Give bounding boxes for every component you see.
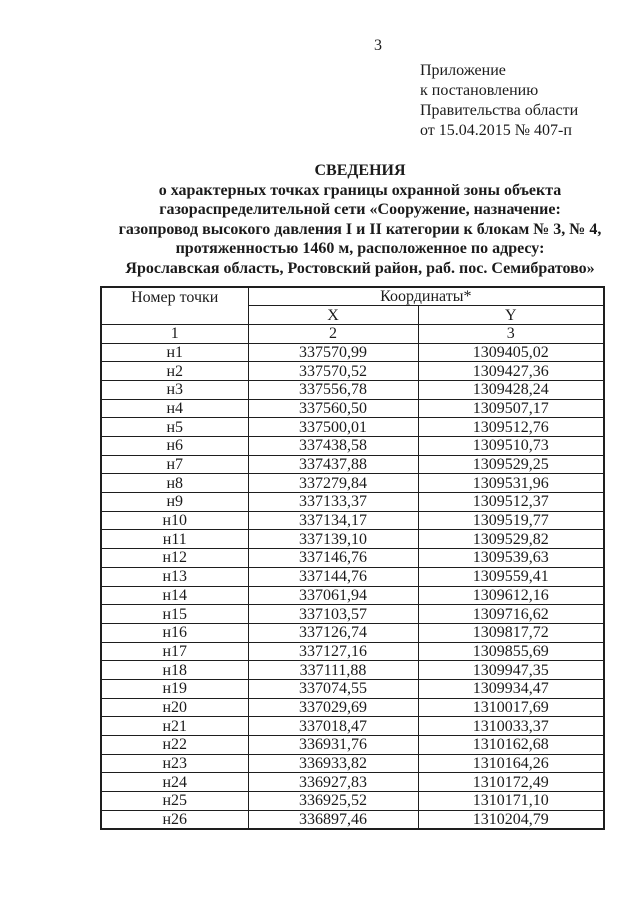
column-header-point-number: Номер точки [101,287,248,324]
table-row [101,455,604,474]
y-coordinate-cell: 1309512,76 [418,418,604,437]
table-row [101,623,604,642]
table-row [101,792,604,811]
x-coordinate-cell: 336927,83 [248,773,418,792]
table-row [101,567,604,586]
y-coordinate-cell: 1309531,96 [418,474,604,493]
table-row [101,437,604,456]
point-number-cell: н24 [101,773,248,792]
y-coordinate-cell: 1309934,47 [418,679,604,698]
y-coordinate-cell: 1310171,10 [418,792,604,811]
table-row [101,474,604,493]
table-row [101,754,604,773]
table-row [101,679,604,698]
y-coordinate-cell: 1309512,37 [418,493,604,512]
table-row [101,493,604,512]
appendix-note [420,61,578,141]
y-coordinate-cell: 1309716,62 [418,605,604,624]
x-coordinate-cell: 337126,74 [248,623,418,642]
title-line: газораспределительной сети «Сооружение, назначение: [159,201,561,218]
x-coordinate-cell: 337018,47 [248,717,418,736]
point-number-cell: н17 [101,642,248,661]
table-row [101,549,604,568]
x-coordinate-cell: 336925,52 [248,792,418,811]
y-coordinate-cell: 1310033,37 [418,717,604,736]
x-coordinate-cell: 337134,17 [248,511,418,530]
y-coordinate-cell: 1310162,68 [418,736,604,755]
y-coordinate-cell: 1309510,73 [418,437,604,456]
point-number-cell: н5 [101,418,248,437]
y-coordinate-cell: 1309612,16 [418,586,604,605]
x-coordinate-cell: 337437,88 [248,455,418,474]
column-index-row [101,324,604,343]
y-coordinate-cell: 1309507,17 [418,399,604,418]
point-number-cell: н4 [101,399,248,418]
point-number-cell: н8 [101,474,248,493]
point-number-cell: н20 [101,698,248,717]
y-coordinate-cell: 1309559,41 [418,567,604,586]
x-coordinate-cell: 337061,94 [248,586,418,605]
column-header-y: Y [418,306,604,325]
point-number-cell: н2 [101,362,248,381]
table-row [101,511,604,530]
point-number-cell: н14 [101,586,248,605]
y-coordinate-cell: 1309947,35 [418,661,604,680]
x-coordinate-cell: 337103,57 [248,605,418,624]
x-coordinate-cell: 337438,58 [248,437,418,456]
coordinates-table-header [101,287,604,343]
point-number-cell: н10 [101,511,248,530]
x-coordinate-cell: 336897,46 [248,810,418,829]
x-coordinate-cell: 337127,16 [248,642,418,661]
point-number-cell: н21 [101,717,248,736]
table-row [101,399,604,418]
x-coordinate-cell: 337570,99 [248,343,418,362]
y-coordinate-cell: 1310017,69 [418,698,604,717]
table-row [101,380,604,399]
y-coordinate-cell: 1309529,82 [418,530,604,549]
appendix-line: от 15.04.2015 № 407-п [420,122,572,139]
y-coordinate-cell: 1309855,69 [418,642,604,661]
point-number-cell: н22 [101,736,248,755]
coordinates-table [100,286,605,830]
table-row [101,343,604,362]
x-coordinate-cell: 337144,76 [248,567,418,586]
table-row [101,661,604,680]
y-coordinate-cell: 1309428,24 [418,380,604,399]
y-coordinate-cell: 1310204,79 [418,810,604,829]
point-number-cell: н26 [101,810,248,829]
y-coordinate-cell: 1309519,77 [418,511,604,530]
point-number-cell: н16 [101,623,248,642]
appendix-line: Приложение [420,62,506,79]
y-coordinate-cell: 1309539,63 [418,549,604,568]
point-number-cell: н6 [101,437,248,456]
column-header-x: X [248,306,418,325]
y-coordinate-cell: 1310172,49 [418,773,604,792]
point-number-cell: н1 [101,343,248,362]
x-coordinate-cell: 337139,10 [248,530,418,549]
column-index-cell: 2 [248,324,418,343]
table-row [101,810,604,829]
title-line: Ярославская область, Ростовский район, раб. пос. Семибратово» [125,259,595,277]
point-number-cell: н23 [101,754,248,773]
y-coordinate-cell: 1309817,72 [418,623,604,642]
point-number-cell: н12 [101,549,248,568]
coordinates-table-body [101,343,604,829]
table-row [101,736,604,755]
table-row [101,773,604,792]
title-line: СВЕДЕНИЯ [314,162,406,179]
x-coordinate-cell: 337500,01 [248,418,418,437]
point-number-cell: н15 [101,605,248,624]
page-number: 3 [374,37,382,54]
title-line: газопровод высокого давления I и II категории к блокам № 3, № 4, [118,220,602,238]
table-row [101,530,604,549]
table-row [101,362,604,381]
column-index-cell: 1 [101,324,248,343]
y-coordinate-cell: 1310164,26 [418,754,604,773]
title-line: протяженностью 1460 м, расположенное по адресу: [175,240,545,257]
point-number-cell: н9 [101,493,248,512]
x-coordinate-cell: 337133,37 [248,493,418,512]
y-coordinate-cell: 1309529,25 [418,455,604,474]
point-number-cell: н11 [101,530,248,549]
table-row [101,586,604,605]
y-coordinate-cell: 1309427,36 [418,362,604,381]
x-coordinate-cell: 336931,76 [248,736,418,755]
point-number-cell: н19 [101,679,248,698]
x-coordinate-cell: 337556,78 [248,380,418,399]
column-index-cell: 3 [418,324,604,343]
x-coordinate-cell: 336933,82 [248,754,418,773]
table-row [101,605,604,624]
x-coordinate-cell: 337029,69 [248,698,418,717]
point-number-cell: н18 [101,661,248,680]
table-row [101,717,604,736]
point-number-cell: н13 [101,567,248,586]
x-coordinate-cell: 337111,88 [248,661,418,680]
table-row [101,418,604,437]
x-coordinate-cell: 337560,50 [248,399,418,418]
point-number-cell: н3 [101,380,248,399]
y-coordinate-cell: 1309405,02 [418,343,604,362]
table-row [101,642,604,661]
appendix-line: Правительства области [420,102,579,119]
table-row [101,698,604,717]
column-header-coordinates: Координаты* [248,287,604,306]
point-number-cell: н7 [101,455,248,474]
x-coordinate-cell: 337074,55 [248,679,418,698]
title-line: о характерных точках границы охранной зоны объекта [158,181,562,199]
appendix-line: к постановлению [420,82,539,99]
document-title [100,161,620,278]
x-coordinate-cell: 337146,76 [248,549,418,568]
point-number-cell: н25 [101,792,248,811]
header-row [101,287,604,306]
x-coordinate-cell: 337570,52 [248,362,418,381]
x-coordinate-cell: 337279,84 [248,474,418,493]
